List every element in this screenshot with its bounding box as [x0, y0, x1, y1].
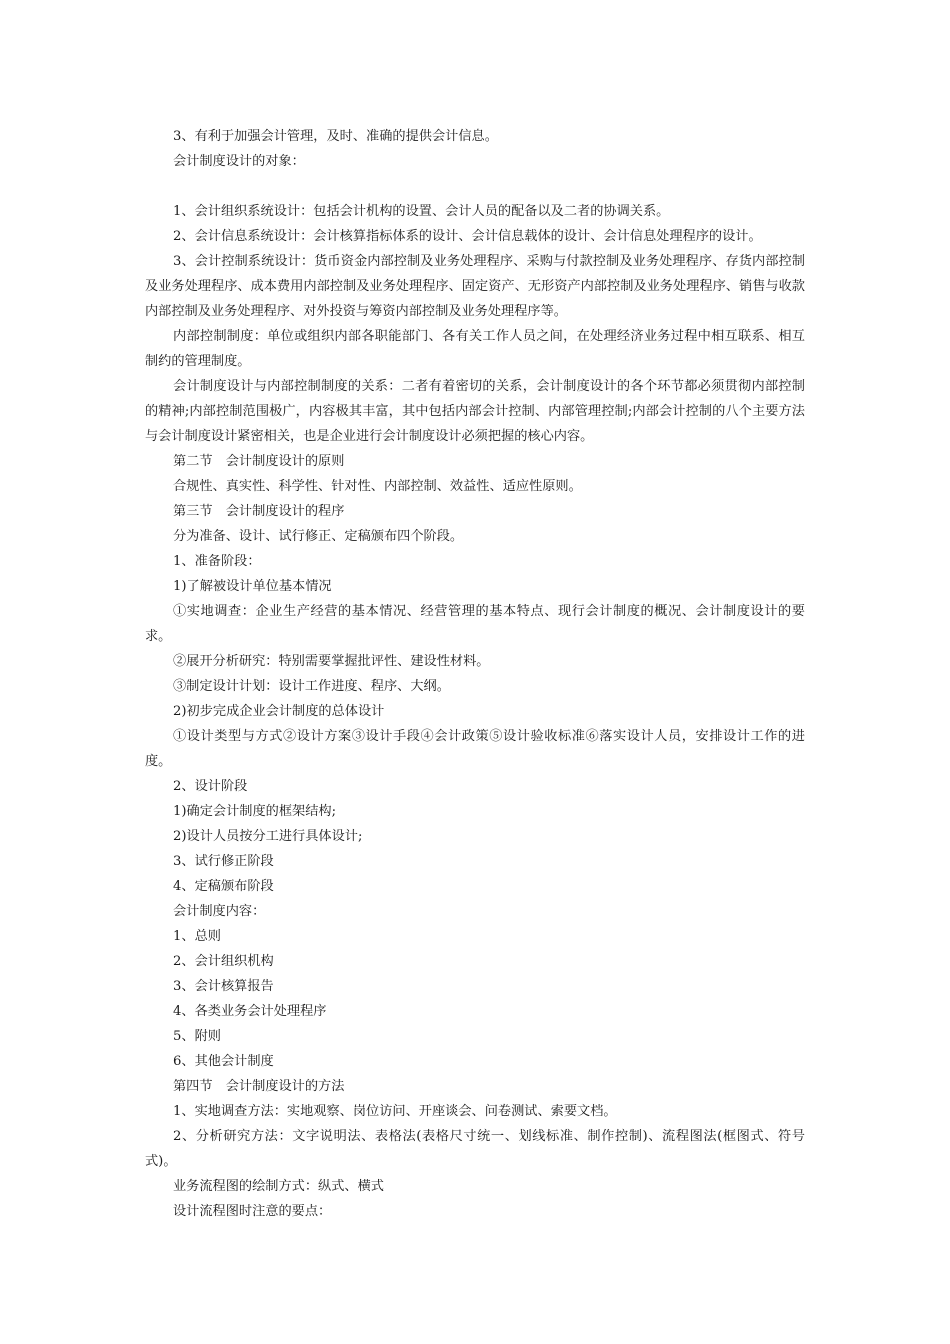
paragraph: 3、试行修正阶段 — [173, 854, 274, 869]
paragraph: 3、有利于加强会计管理，及时、准确的提供会计信息。 — [173, 129, 498, 144]
document-body — [145, 124, 805, 1224]
paragraph: 2)初步完成企业会计制度的总体设计 — [173, 704, 385, 719]
list-item: 3、会计核算报告 — [173, 979, 274, 994]
paragraph: 1、会计组织系统设计：包括会计机构的设置、会计人员的配备以及二者的协调关系。 — [173, 204, 670, 219]
paragraph: 1、实地调查方法：实地观察、岗位访问、开座谈会、问卷测试、索要文档。 — [173, 1104, 617, 1119]
section-heading: 第二节 会计制度设计的原则 — [173, 454, 345, 469]
paragraph: 会计制度设计与内部控制制度的关系：二者有着密切的关系，会计制度设计的各个环节都必须贯彻内部控制的精神;内部控制范围极广，内容极其丰富，其中包括内部会计控制、内部管理控制;内部会计控制的八个主要方法与会计制度设计紧密相关，也是企业进行会计制度设计必须把握的核心内容。 — [145, 379, 805, 444]
paragraph: 1)了解被设计单位基本情况 — [173, 579, 332, 594]
paragraph: 分为准备、设计、试行修正、定稿颁布四个阶段。 — [173, 529, 464, 544]
paragraph: 1)确定会计制度的框架结构; — [173, 804, 337, 819]
paragraph: 会计制度设计的对象： — [173, 154, 305, 169]
list-item: 1、总则 — [173, 929, 221, 944]
paragraph: 2)设计人员按分工进行具体设计; — [173, 829, 363, 844]
paragraph: 合规性、真实性、科学性、针对性、内部控制、效益性、适应性原则。 — [173, 479, 582, 494]
list-item: 4、各类业务会计处理程序 — [173, 1004, 327, 1019]
paragraph: 设计流程图时注意的要点： — [173, 1204, 332, 1219]
paragraph: 2、设计阶段 — [173, 779, 248, 794]
section-heading: 第三节 会计制度设计的程序 — [173, 504, 345, 519]
paragraph: ②展开分析研究：特别需要掌握批评性、建设性材料。 — [173, 654, 490, 669]
paragraph: 2、分析研究方法：文字说明法、表格法(表格尺寸统一、划线标准、制作控制)、流程图法(框图式、符号式)。 — [145, 1129, 805, 1169]
paragraph: 3、会计控制系统设计：货币资金内部控制及业务处理程序、采购与付款控制及业务处理程序、存货内部控制及业务处理程序、成本费用内部控制及业务处理程序、固定资产、无形资产内部控制及业务处理程序、销售与收款内部控制及业务处理程序、对外投资与筹资内部控制及业务处理程序等。 — [145, 254, 805, 319]
paragraph: 业务流程图的绘制方式：纵式、横式 — [173, 1179, 384, 1194]
section-heading: 第四节 会计制度设计的方法 — [173, 1079, 345, 1094]
list-item: 2、会计组织机构 — [173, 954, 274, 969]
paragraph: 2、会计信息系统设计：会计核算指标体系的设计、会计信息载体的设计、会计信息处理程序的设计。 — [173, 229, 762, 244]
paragraph: ①实地调查：企业生产经营的基本情况、经营管理的基本特点、现行会计制度的概况、会计制度设计的要求。 — [145, 604, 805, 644]
paragraph: ①设计类型与方式②设计方案③设计手段④会计政策⑤设计验收标准⑥落实设计人员，安排设计工作的进度。 — [145, 729, 805, 769]
paragraph: ③制定设计计划：设计工作进度、程序、大纲。 — [173, 679, 450, 694]
list-item: 6、其他会计制度 — [173, 1054, 274, 1069]
paragraph: 会计制度内容： — [173, 904, 266, 919]
list-item: 5、附则 — [173, 1029, 221, 1044]
paragraph: 1、准备阶段： — [173, 554, 261, 569]
paragraph: 内部控制制度：单位或组织内部各职能部门、各有关工作人员之间，在处理经济业务过程中相互联系、相互制约的管理制度。 — [145, 329, 805, 369]
paragraph: 4、定稿颁布阶段 — [173, 879, 274, 894]
